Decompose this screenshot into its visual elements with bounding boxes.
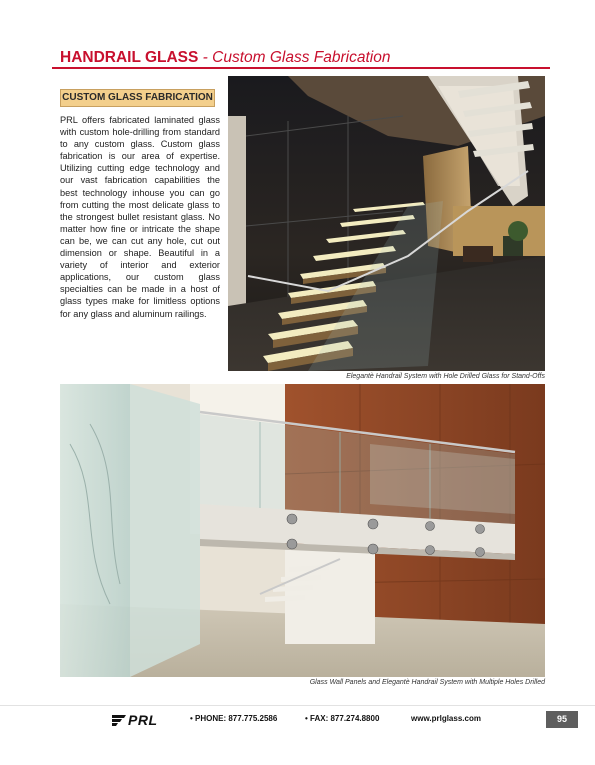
glass-wall-photo [60,384,545,677]
footer-website[interactable]: www.prlglass.com [411,714,481,723]
section-body-text: PRL offers fabricated laminated glass with custom hole-drilling from standard to any custom glass. Custom glass fabrication is our area of expertise. Utilizing cutting edge technology and our vast fabrication capabilities the best technology inhouse you can go from cutting the most delicate glass to the strongest bullet resistant glass. No matter how fine or intricate the shape can be, we can cut any hole, cut out dimension or shape. Beautiful in a variety of interior and exterior applications, our custom glass specialties can be made in a host of glass types make for limitless options for any glass and aluminum railings. [60,115,220,319]
header-divider [52,67,550,69]
footer-fax: • FAX: 877.274.8800 [305,714,380,723]
staircase-photo [228,76,545,371]
header-separator: - [198,49,213,66]
prl-logo [112,712,158,728]
section-badge: CUSTOM GLASS FABRICATION [60,89,215,107]
staircase-illustration [228,76,545,371]
header-title: HANDRAIL GLASS [60,49,199,66]
page-header [60,48,390,68]
header-subtitle: Custom Glass Fabrication [212,49,391,66]
caption-bottom-photo: Glass Wall Panels and Elegantè Handrail System with Multiple Holes Drilled [309,679,545,686]
page-footer [0,710,595,730]
prl-logo-text: PRL [128,712,158,728]
page-number: 95 [546,711,578,728]
caption-top-photo: Elegantè Handrail System with Hole Drilled Glass for Stand-Offs [346,373,545,380]
footer-divider [0,705,595,706]
glass-wall-illustration [60,384,545,677]
prl-logo-mark-icon [112,713,126,727]
footer-phone: • PHONE: 877.775.2586 [190,714,278,723]
